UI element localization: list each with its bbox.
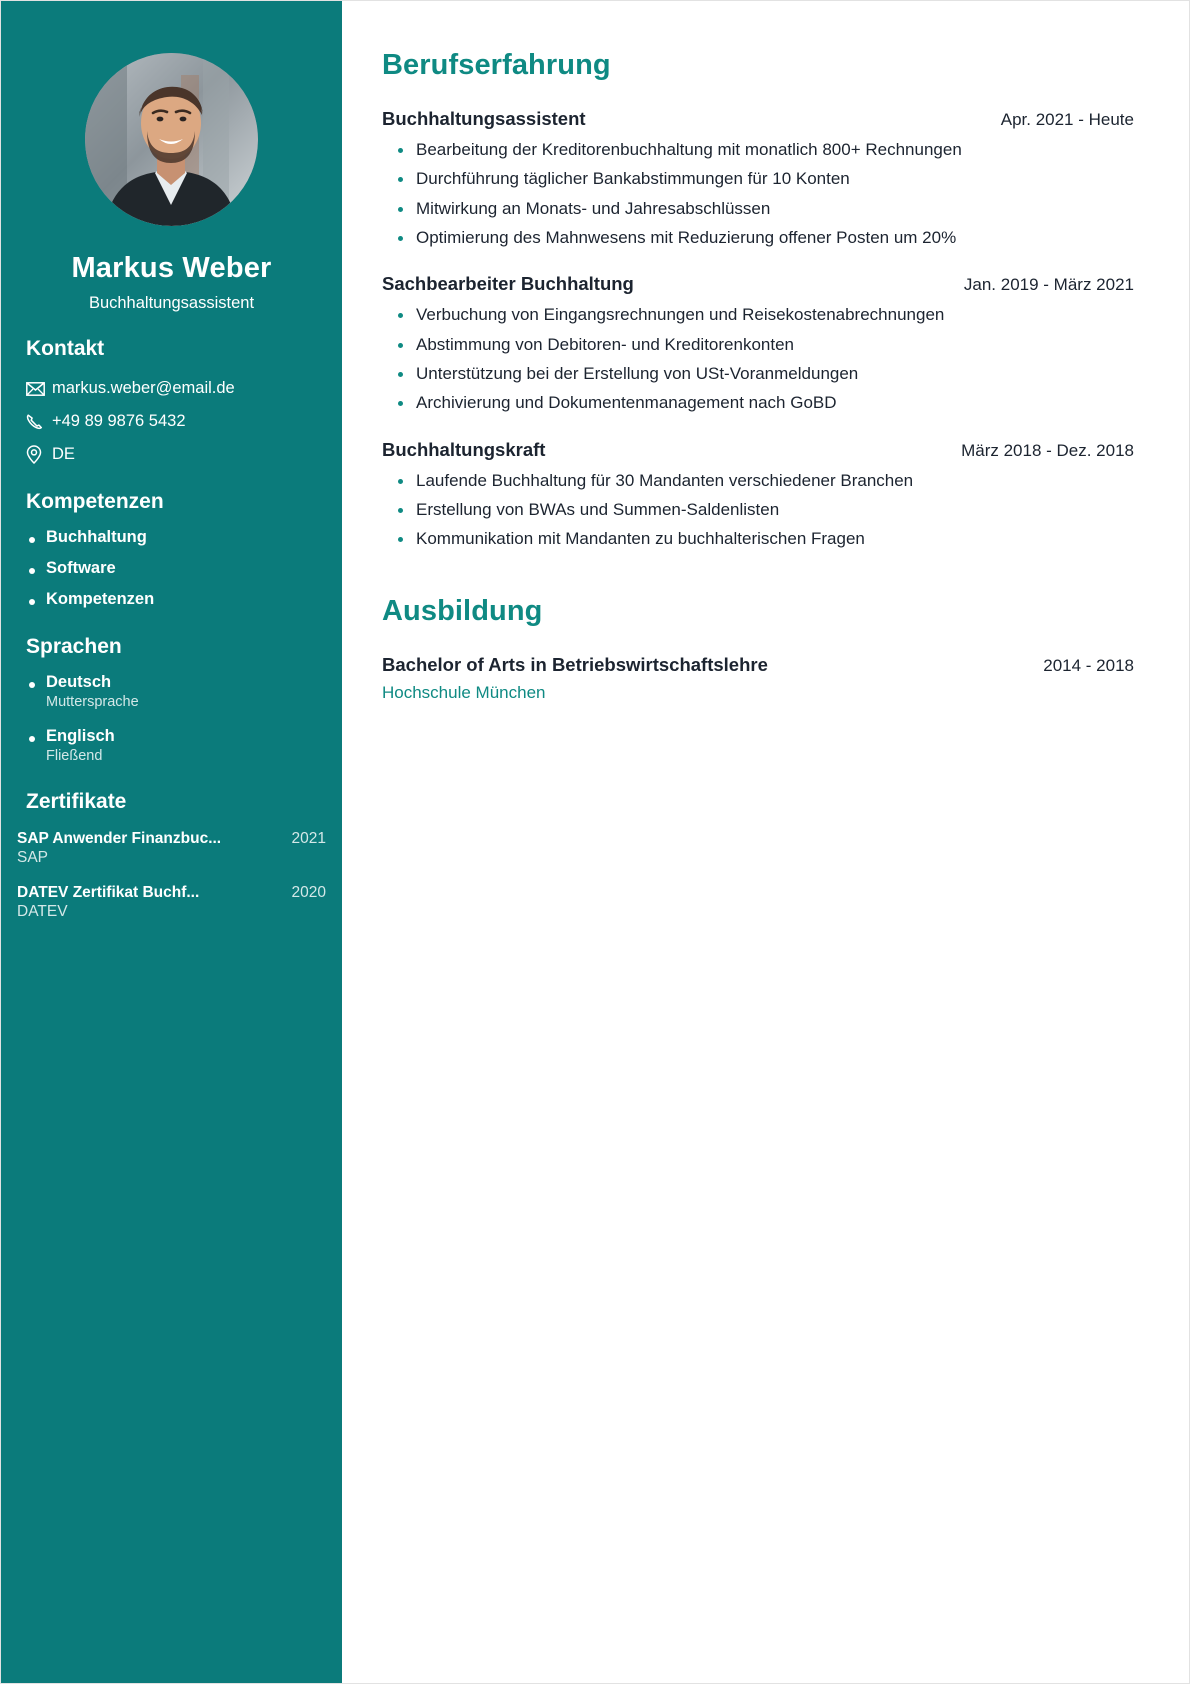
duty-text: Verbuchung von Eingangsrechnungen und Reisekostenabrechnungen (416, 305, 945, 325)
phone-icon (26, 413, 52, 431)
experience-entry-header (382, 108, 1134, 130)
skill-label: Software (46, 559, 116, 577)
experience-section-title: Berufserfahrung (382, 49, 611, 81)
bullet-dot-icon (398, 148, 403, 153)
education-entry-header (382, 654, 1134, 676)
contact-location[interactable] (26, 445, 326, 464)
bullet-dot-icon (29, 599, 35, 605)
education-institution: Hochschule München (382, 682, 546, 702)
duty-text: Erstellung von BWAs und Summen-Saldenlisten (416, 500, 780, 520)
bullet-dot-icon (398, 479, 403, 484)
certificates-list (17, 830, 326, 921)
bullet-dot-icon (398, 372, 403, 377)
experience-duties (382, 137, 1134, 251)
list-item (382, 196, 1134, 222)
list-item (382, 390, 1134, 416)
bullet-dot-icon (398, 401, 403, 406)
skills-list (17, 528, 326, 609)
certificate-name: DATEV Zertifikat Buchf... (17, 884, 200, 901)
certificate-year: 2020 (291, 884, 326, 901)
list-item (382, 468, 1134, 494)
experience-dates: März 2018 - Dez. 2018 (961, 440, 1134, 460)
duty-text: Archivierung und Dokumentenmanagement nach GoBD (416, 393, 837, 413)
languages-heading: Sprachen (26, 635, 122, 658)
language-level: Muttersprache (46, 694, 139, 710)
experience-entry (382, 108, 1134, 251)
bullet-dot-icon (29, 682, 35, 688)
education-section-title: Ausbildung (382, 594, 543, 627)
experience-job-title: Buchhaltungsassistent (382, 108, 586, 129)
skill-label: Buchhaltung (46, 528, 147, 546)
experience-job-title: Buchhaltungskraft (382, 438, 546, 460)
duty-text: Durchführung täglicher Bankabstimmungen für 10 Konten (416, 169, 850, 189)
language-name: Deutsch (46, 673, 112, 691)
list-item (382, 302, 1134, 328)
duty-text: Laufende Buchhaltung für 30 Mandanten verschiedener Branchen (416, 470, 914, 490)
duty-text: Abstimmung von Debitoren- und Kreditorenkonten (416, 334, 794, 354)
experience-duties (382, 302, 1134, 416)
language-level: Fließend (46, 748, 103, 764)
experience-dates: Apr. 2021 - Heute (1000, 110, 1134, 129)
bullet-dot-icon (398, 207, 403, 212)
bullet-dot-icon (398, 177, 403, 182)
contact-phone-value: +49 89 9876 5432 (52, 412, 186, 430)
bullet-dot-icon (398, 343, 403, 348)
list-item (26, 727, 326, 764)
education-degree: Bachelor of Arts in Betriebswirtschaftslehre (382, 653, 768, 675)
main-content (342, 1, 1189, 1683)
bullet-dot-icon (398, 537, 403, 542)
contact-location-value: DE (52, 445, 75, 463)
job-title: Buchhaltungsassistent (88, 294, 255, 312)
duty-text: Kommunikation mit Mandanten zu buchhalterischen Fragen (416, 529, 865, 549)
experience-entry (382, 439, 1134, 553)
list-item (26, 559, 326, 578)
full-name: Markus Weber (71, 252, 272, 284)
education-entry (382, 654, 1134, 703)
bullet-dot-icon (29, 568, 35, 574)
skills-heading: Kompetenzen (26, 490, 164, 513)
list-item (382, 166, 1134, 192)
list-item (382, 497, 1134, 523)
contact-heading: Kontakt (26, 337, 105, 360)
education-dates: 2014 - 2018 (1043, 655, 1134, 675)
experience-duties (382, 468, 1134, 553)
list-item (17, 884, 326, 921)
duty-text: Optimierung des Mahnwesens mit Reduzierung offener Posten um 20% (416, 228, 957, 248)
experience-job-title: Sachbearbeiter Buchhaltung (382, 273, 634, 295)
list-item (382, 332, 1134, 358)
list-item (382, 361, 1134, 387)
languages-list (17, 673, 326, 764)
bullet-dot-icon (398, 508, 403, 513)
certificate-issuer: DATEV (17, 903, 68, 920)
experience-entry-header (382, 273, 1134, 295)
list-item (382, 526, 1134, 552)
certificate-header (17, 830, 326, 848)
skill-label: Kompetenzen (46, 590, 155, 608)
list-item (382, 225, 1134, 251)
list-item (26, 590, 326, 609)
bullet-dot-icon (398, 313, 403, 318)
contact-email-value: markus.weber@email.de (52, 379, 235, 397)
language-name-row (26, 727, 326, 746)
certificate-issuer: SAP (17, 849, 49, 866)
sidebar (1, 1, 342, 1683)
location-pin-icon (26, 445, 52, 464)
language-name: Englisch (46, 727, 115, 745)
list-item (26, 673, 326, 710)
list-item (26, 528, 326, 547)
bullet-dot-icon (29, 537, 35, 543)
contact-email[interactable] (26, 379, 326, 398)
experience-dates: Jan. 2019 - März 2021 (963, 275, 1134, 295)
avatar (85, 53, 258, 226)
duty-text: Unterstützung bei der Erstellung von USt-Voranmeldungen (416, 364, 859, 384)
bullet-dot-icon (398, 236, 403, 241)
envelope-icon (26, 382, 52, 396)
contact-phone[interactable] (26, 412, 326, 431)
list-item (382, 137, 1134, 163)
language-name-row (26, 673, 326, 692)
bullet-dot-icon (29, 736, 35, 742)
list-item (17, 830, 326, 867)
certificate-name: SAP Anwender Finanzbuc... (17, 830, 222, 847)
avatar-container (17, 1, 326, 226)
certificate-year: 2021 (291, 830, 326, 847)
contact-list (17, 379, 326, 464)
profile-photo-icon (85, 53, 258, 226)
duty-text: Bearbeitung der Kreditorenbuchhaltung mit monatlich 800+ Rechnungen (416, 140, 962, 159)
certificates-heading: Zertifikate (26, 790, 127, 813)
certificate-header (17, 884, 326, 902)
experience-entry-header (382, 439, 1134, 461)
experience-entry (382, 273, 1134, 416)
duty-text: Mitwirkung an Monats- und Jahresabschlüssen (416, 198, 771, 218)
